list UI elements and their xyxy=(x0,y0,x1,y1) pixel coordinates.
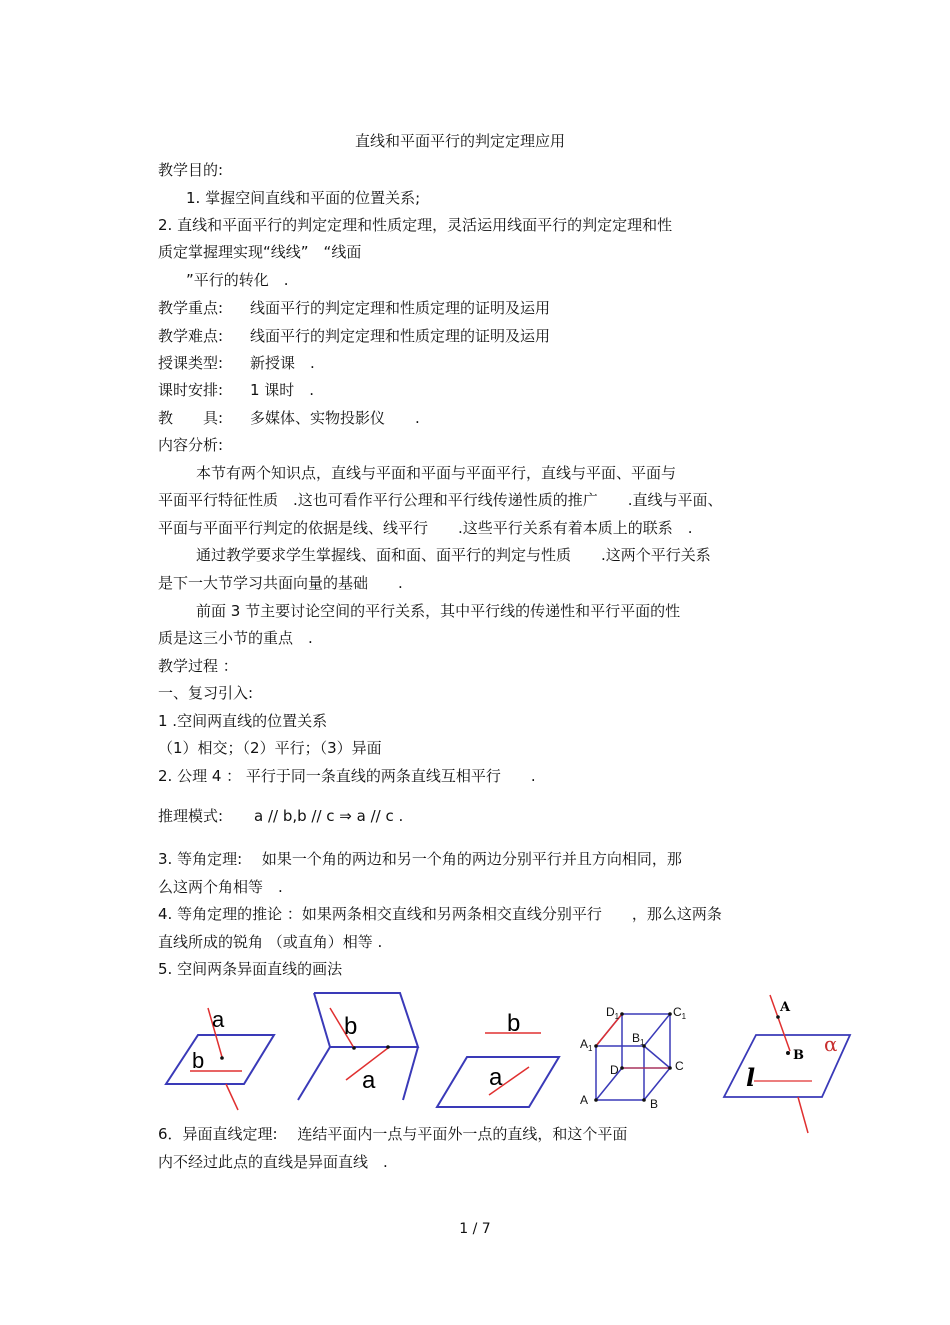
review-4b: 直线所成的锐角 （或直角）相等 . xyxy=(158,933,383,951)
goal-1: 1. 掌握空间直线和平面的位置关系; xyxy=(186,189,421,207)
label-a: a xyxy=(489,1064,503,1091)
review-1b: （1）相交；（2）平行；（3）异面 xyxy=(158,739,382,757)
time-text: 1 课时 . xyxy=(250,381,315,399)
reasoning-label: 推理模式: xyxy=(158,807,224,825)
label-b: B xyxy=(793,1048,804,1063)
point-a xyxy=(776,1015,780,1019)
goal-2c: ”平行的转化 . xyxy=(186,271,289,289)
difficulty-label: 教学难点: xyxy=(158,327,224,345)
difficulty-text: 线面平行的判定定理和性质定理的证明及运用 xyxy=(250,327,551,345)
review-6a: 6．异面直线定理: 连结平面内一点与平面外一点的直线，和这个平面 xyxy=(158,1125,628,1143)
figure-skew-theorem xyxy=(720,993,855,1133)
tools-text: 多媒体、实物投影仪 . xyxy=(250,409,420,427)
process-heading: 教学过程 ： xyxy=(158,657,238,675)
review-3a: 3. 等角定理: 如果一个角的两边和另一个角的两边分别平行并且方向相同，那 xyxy=(158,850,682,868)
key-label: 教学重点: xyxy=(158,299,224,317)
key-text: 线面平行的判定定理和性质定理的证明及运用 xyxy=(250,299,551,317)
paragraph-3b: 质是这三小节的重点 . xyxy=(158,629,313,647)
figure-cube xyxy=(578,1000,693,1112)
line-ab-below xyxy=(798,1097,808,1133)
label-b: b xyxy=(192,1048,205,1073)
lower-plane-left xyxy=(298,1047,330,1100)
page-title: 直线和平面平行的判定定理应用 xyxy=(354,132,565,150)
cube-edges xyxy=(596,1014,670,1100)
paragraph-2b: 是下一大节学习共面向量的基础 . xyxy=(158,574,403,592)
point-b xyxy=(352,1046,356,1050)
label-a: A xyxy=(580,1093,589,1107)
label-b1: $B_1$ xyxy=(632,1031,645,1047)
label-b: b xyxy=(507,1010,521,1037)
line-a-lower xyxy=(226,1084,238,1110)
label-a: A xyxy=(780,1000,791,1015)
review-heading: 一、复习引入: xyxy=(158,684,254,702)
reasoning-formula: a // b,b // c ⇒ a // c . xyxy=(254,807,404,825)
label-d1: $D_1$ xyxy=(606,1005,620,1021)
review-4a: 4. 等角定理的推论 ：如果两条相交直线和另两条相交直线分别平行 ，那么这两条 xyxy=(158,905,722,923)
type-label: 授课类型: xyxy=(158,354,224,372)
time-label: 课时安排: xyxy=(158,381,224,399)
intersection-point xyxy=(220,1056,224,1060)
label-b: b xyxy=(344,1013,358,1040)
review-3b: 么这两个角相等 . xyxy=(158,878,283,896)
figure-skew-lines-1 xyxy=(160,1000,280,1115)
paragraph-1b: 平面平行特征性质 .这也可看作平行公理和平行线传递性质的推广 .直线与平面、 xyxy=(158,491,723,509)
figure-skew-lines-3 xyxy=(433,1005,563,1115)
label-a: a xyxy=(362,1067,376,1094)
paragraph-1c: 平面与平面平行判定的依据是线、线平行 .这些平行关系有着本质上的联系 . xyxy=(158,519,693,537)
paragraph-2a: 通过教学要求学生掌握线、面和面、面平行的判定与性质 .这两个平行关系 xyxy=(196,546,711,564)
goal-2a: 2. 直线和平面平行的判定定理和性质定理，灵活运用线面平行的判定定理和性 xyxy=(158,216,673,234)
goal-heading: 教学目的: xyxy=(158,161,224,179)
point-a xyxy=(386,1045,390,1049)
review-6b: 内不经过此点的直线是异面直线 . xyxy=(158,1153,388,1171)
review-5: 5. 空间两条异面直线的画法 xyxy=(158,960,343,978)
label-a: a xyxy=(212,1007,225,1032)
type-text: 新授课 . xyxy=(250,354,315,372)
label-c: C xyxy=(675,1059,684,1073)
label-a1: $A_1$ xyxy=(580,1037,593,1053)
upper-plane xyxy=(314,993,418,1047)
label-c1: $C_1$ xyxy=(673,1005,687,1021)
lower-plane-right xyxy=(403,1047,418,1100)
label-alpha: α xyxy=(824,1032,838,1056)
label-b: B xyxy=(650,1097,659,1111)
figure-skew-lines-2 xyxy=(288,990,423,1110)
paragraph-3a: 前面 3 节主要讨论空间的平行关系，其中平行线的传递性和平行平面的性 xyxy=(196,602,681,620)
goal-2b: 质定掌握理实现“线线” “线面 xyxy=(158,243,362,261)
plane-shape xyxy=(166,1035,274,1084)
label-l: l xyxy=(746,1063,756,1092)
analysis-heading: 内容分析: xyxy=(158,436,224,454)
point-b xyxy=(786,1051,790,1055)
label-d: D xyxy=(610,1063,619,1077)
paragraph-1a: 本节有两个知识点，直线与平面和平面与平面平行，直线与平面、平面与 xyxy=(196,464,677,482)
review-2: 2. 公理 4 ： 平行于同一条直线的两条直线互相平行 . xyxy=(158,767,536,785)
review-1: 1 .空间两直线的位置关系 xyxy=(158,712,328,730)
page-number: 1 / 7 xyxy=(459,1221,491,1237)
tools-label: 教 具: xyxy=(158,409,224,427)
